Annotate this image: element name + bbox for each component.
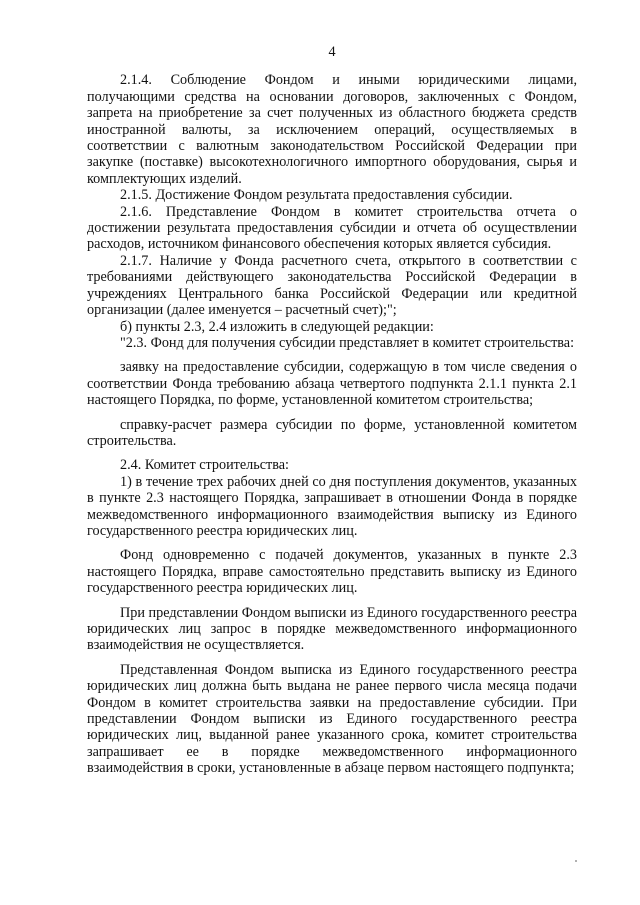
scan-dot — [575, 860, 577, 862]
paragraph-fund-extract: Фонд одновременно с подачей документов, указанных в пункте 2.3 настоящего Порядка, вправе самостоятельно представить выписку из Единого государственного реестра юридических лиц. — [87, 547, 577, 597]
paragraph-2-1-4: 2.1.4. Соблюдение Фондом и иными юридическими лицами, получающими средства на основании договоров, заключенных с Фондом, запрета на приобретение за счет полученных из областного бюджета средств иностранной валюты, за исключением операций, осуществляемых в соответствии с валютным законодательством Российской Федерации при закупке (поставке) высокотехнологичного импортного оборудования, сырья и комплектующих изделий. — [87, 72, 577, 187]
paragraph-2-3: "2.3. Фонд для получения субсидии представляет в комитет строительства: — [120, 334, 575, 351]
paragraph-amendment-b: б) пункты 2.3, 2.4 изложить в следующей редакции: — [120, 318, 434, 335]
paragraph-2-3-calculation: справку-расчет размера субсидии по форме, установленной комитетом строительства. — [87, 416, 577, 449]
paragraph-no-request: При представлении Фондом выписки из Единого государственного реестра юридических лиц запрос в порядке межведомственного информационного взаимодействия не осуществляется. — [87, 604, 577, 654]
paragraph-2-4-item-1: 1) в течение трех рабочих дней со дня поступления документов, указанных в пункте 2.3 настоящего Порядка, запрашивает в отношении Фонда в порядке межведомственного информационного взаимодействия выписку из Единого государственного реестра юридических лиц. — [87, 473, 577, 539]
paragraph-2-1-7: 2.1.7. Наличие у Фонда расчетного счета, открытого в соответствии с требованиями действующего законодательства Российской Федерации в учреждениях Центрального банка Российской Федерации или кредитной организации (далее именуется – расчетный счет);"; — [87, 252, 577, 319]
paragraph-2-4: 2.4. Комитет строительства: — [120, 457, 289, 474]
page-number: 4 — [328, 44, 336, 60]
paragraph-2-3-application: заявку на предоставление субсидии, содержащую в том числе сведения о соответствии Фонда требованию абзаца четвертого подпункта 2.1.1 пункта 2.1 настоящего Порядка, по форме, установленной комитетом строительства; — [87, 359, 577, 409]
paragraph-2-1-5: 2.1.5. Достижение Фондом результата предоставления субсидии. — [120, 187, 513, 204]
paragraph-2-1-6: 2.1.6. Представление Фондом в комитет строительства отчета о достижении результата предоставления субсидии и отчета об осуществлении расходов, источником финансового обеспечения которых является субсидия. — [87, 203, 577, 253]
paragraph-extract-date: Представленная Фондом выписка из Единого государственного реестра юридических лиц должна быть выдана не ранее первого числа месяца подачи Фондом в комитет строительства заявки на предоставление субсидии. При представлении Фондом выписки из Единого государственного реестра юридических лиц, выданной ранее указанного срока, комитет строительства запрашивает ее в порядке межведомственного информационного взаимодействия в сроки, установленные в абзаце первом настоящего подпункта; — [87, 661, 577, 777]
